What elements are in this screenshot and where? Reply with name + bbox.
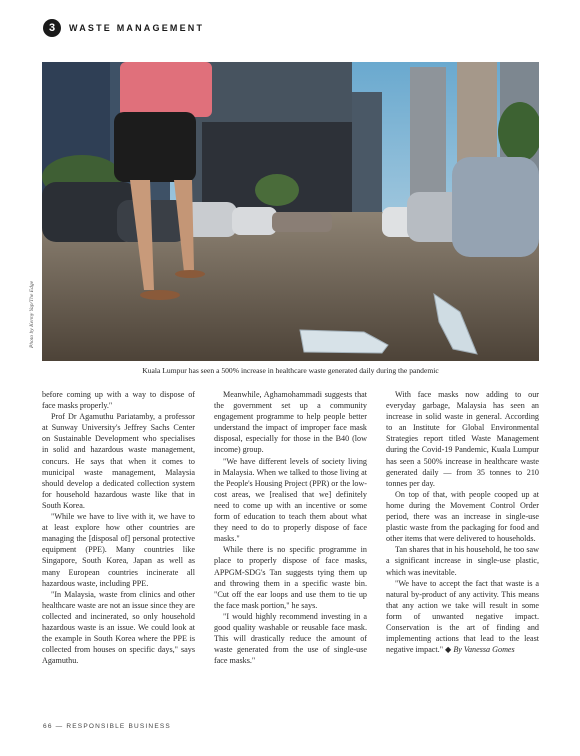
section-number-badge: 3 (43, 19, 61, 37)
article-column-3 (386, 389, 539, 655)
end-mark: ◆ (445, 645, 452, 655)
paragraph-final (386, 578, 539, 656)
paragraph: "While we have to live with it, we have to at least explore how other countries are managing the [disposal of] personal protective equipment (PPE). Many countries like Singapore, South Korea, Japan as well as many European countries incinerate all hazardous waste, including PPE. (42, 512, 195, 588)
paragraph: "In Malaysia, waste from clinics and other healthcare waste are not an issue since they are collected and incinerated, so only household hazardous waste is an issue. We could look at the example in South Korea where the PPE is collected from houses on specific days," says Agamuthu. (42, 589, 195, 666)
article-column-1 (42, 389, 195, 666)
paragraph: "I would highly recommend investing in a good quality washable or reusable face mask. This will drastically reduce the amount of waste generated from the use of single-use face masks." (214, 611, 367, 666)
page-footer (43, 723, 171, 730)
article-column-2 (214, 389, 367, 666)
page-number: 66 (43, 723, 53, 730)
paragraph: Tan shares that in his household, he too saw a significant increase in single-use plastic, which was inevitable. (386, 545, 539, 577)
paragraph: Prof Dr Agamuthu Pariatamby, a professor at Sunway University's Jeffrey Sachs Center on Sustainable Development who specialises in solid and hazardous waste management, concurs. He says that when it comes to municipal waste management, Malaysia should develop a dedicated collection system for household hazardous waste like that in South Korea. (42, 412, 195, 510)
author-byline: By Vanessa Gomes (453, 645, 515, 655)
publication-name: RESPONSIBLE BUSINESS (66, 723, 171, 730)
paragraph-text: "We have to accept the fact that waste is a natural by-product of any activity. This means that any action we take will result in some form of unwanted negative impact. Conservation is the art of finding and implementing actions that lead to the least negative impact." (386, 578, 539, 655)
paragraph: Meanwhile, Aghamohammadi suggests that the government set up a community engagement programme to help people better understand the impact of improper face mask disposal, especially for those in the B40 (low income) group. (214, 390, 367, 455)
photo-caption: Kuala Lumpur has seen a 500% increase in healthcare waste generated daily during the pandemic (142, 366, 439, 375)
paragraph: before coming up with a way to dispose of face masks properly." (42, 390, 195, 411)
paragraph: "We have different levels of society living in Malaysia. When we talked to those living at the People's Housing Project (PPR) or the low-cost areas, we [realised that we] definitely need to come up with an incentive or some form of education to teach them about what they need to do to properly dispose of face masks." (214, 456, 367, 544)
article-body (42, 389, 539, 709)
paragraph: On top of that, with people cooped up at home during the Movement Control Order period, there was an increase in single-use plastic waste from the packaging for food and other items that were delivered to households. (386, 489, 539, 544)
section-title: WASTE MANAGEMENT (69, 23, 205, 33)
paragraph: With face masks now adding to our everyday garbage, Malaysia has seen an increase in solid waste in general. According to an Institute for Global Environmental Strategies report titled Waste Management during the Covid-19 Pandemic, Kuala Lumpur has seen a 500% increase in healthcare waste generated daily — from 35 tonnes to 210 tonnes per day. (386, 390, 539, 488)
section-header (43, 19, 204, 37)
paragraph: While there is no specific programme in place to properly dispose of face masks, APPGM-SDG's Tan suggests tying them up and throwing them in a specific waste bin. "Cut off the ear loops and use them to tie up the face mask portion," he says. (214, 545, 367, 610)
footer-separator: — (55, 723, 64, 730)
feature-photo (42, 62, 539, 361)
photo-credit: Photo by Kenny Yap/The Edge (29, 280, 35, 348)
